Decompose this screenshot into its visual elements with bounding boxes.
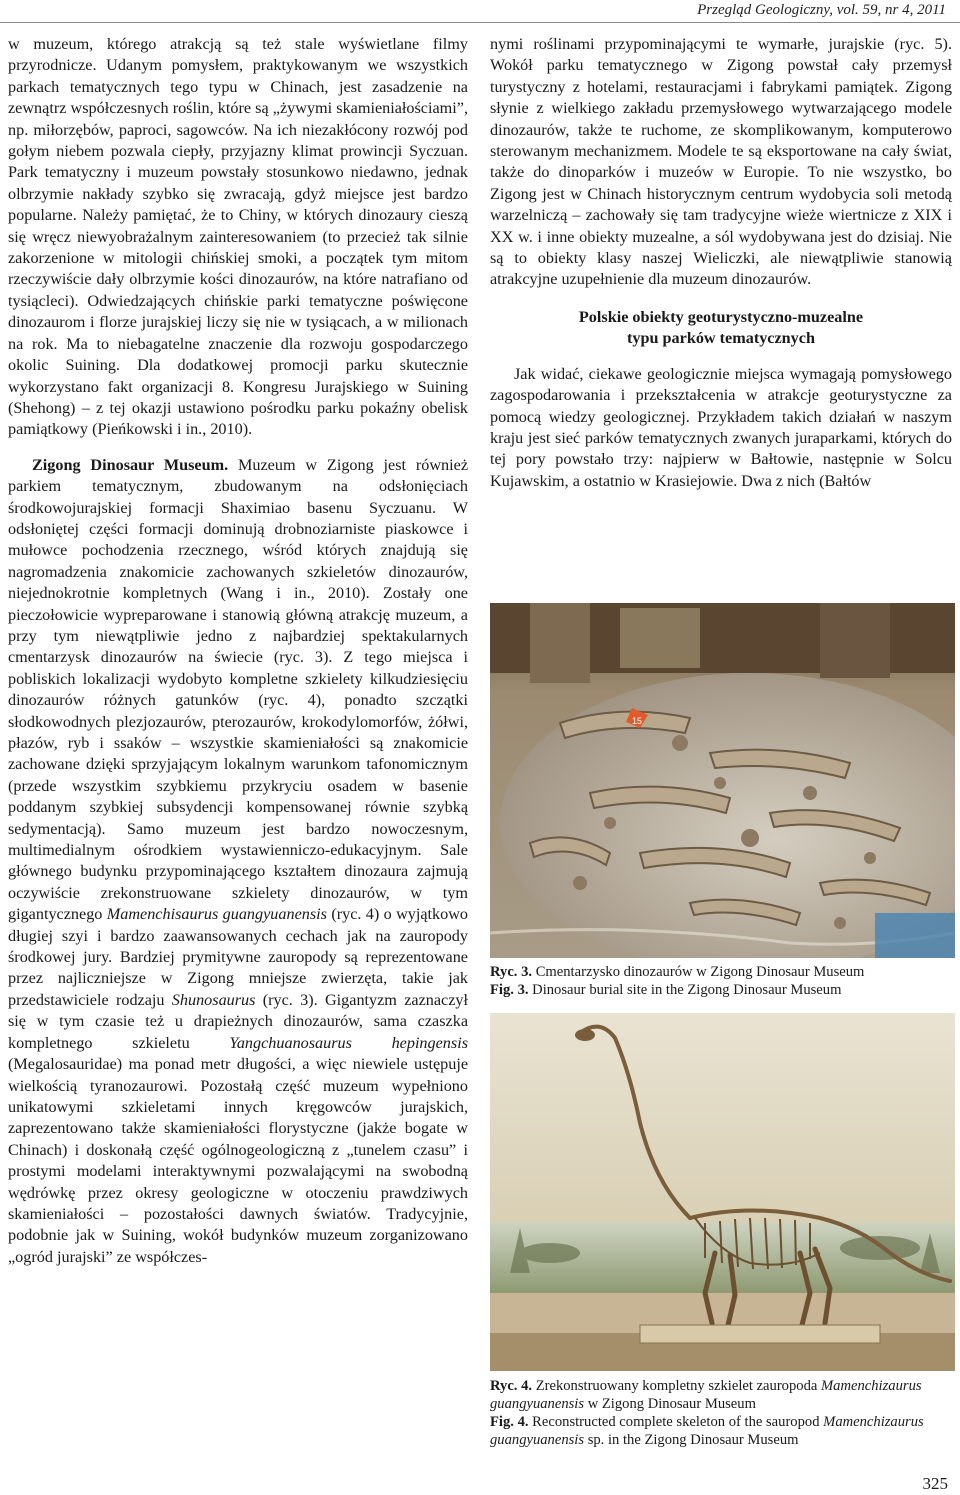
caption-polish: Ryc. 3. Cmentarzysko dinozaurów w Zigong Dinosaur Museum <box>490 964 865 980</box>
burial-site-image <box>490 603 955 958</box>
genus-name: Shunosaurus <box>171 990 256 1009</box>
page-number: 325 <box>922 1474 948 1493</box>
site-marker-number: 15 <box>631 716 643 726</box>
caption-english: Fig. 4. Reconstructed complete skeleton of the sauropod Mamenchizaurus guangyuanensis sp. in the Zigong Dinosaur Museum <box>490 1414 924 1448</box>
running-header <box>0 0 960 23</box>
figure-3-caption <box>490 963 952 999</box>
section-heading: Polskie obiekty geoturystyczno-muzealne typu parków tematycznych <box>578 307 864 348</box>
caption-polish: Ryc. 4. Zrekonstruowany kompletny szkielet zauropoda Mamenchizaurus guangyuanensis w Zigong Dinosaur Museum <box>490 1378 922 1412</box>
figure-4-caption <box>490 1377 952 1449</box>
left-column <box>8 34 468 1268</box>
paragraph-zigong: Zigong Dinosaur Museum. Muzeum w Zigong jest również parkiem tematycznym, zbudowanym na odsłonięciach środkowojurajskiej formacji Shaximiao basenu Syczuanu. W odsłoniętej części formacji dominują drobnoziarniste piaskowce i mułowce pochodzenia rzecznego, wśród których znajdują się nagromadzenia znakomicie zachowanych szkieletów dinozaurów, niejednokrotnie kompletnych (Wang i in., 2010). Zostały one pieczołowicie wypreparowane i stanowią główną atrakcję muzeum, a przy tym niewątpliwie jedno z najbardziej spektakularnych cmentarzysk dinozaurów na świecie (ryc. 3). Z tego miejsca i pobliskich lokalizacji wydobyto kompletne szkielety kilkudziesięciu dinozaurów różnych gatunków (ryc. 4), ponadto szczątki słodkowodnych plezjozaurów, pterozaurów, krokodylomorfów, żółwi, płazów, ryb i ssaków – wszystkie skamieniałości są znakomicie zachowane dzięki sprzyjającym lokalnym warunkom tafonomicznym (przede wszystkim szybkiemu przykryciu osadem w basenie poddanym szybkiej subsydencji kompensowanej równie szybką sedymentacją). Samo muzeum jest bardzo nowoczesnym, multimedialnym ośrodkiem wystawienniczo-edukacyjnym. Sale głównego budynku przypominającego kształtem dinozaura zajmują oczywiście zrekonstruowane szkielety dinozaurów, w tym gigantycznego Mamenchisaurus guangyuanensis (ryc. 4) o wyjątkowo długiej szyi i bardzo zaawansowanych cechach jak na zauropody środkowej jury. Bardziej prymitywne zauropody są reprezentowane przez najliczniejsze w Zigong mniejsze zwierzęta, takie jak przedstawiciele rodzaju Shunosaurus (ryc. 3). Gigantyzm zaznaczył się w tym czasie też u drapieżnych dinozaurów, sama czaszka kompletnego szkieletu Yangchuanosaurus hepingensis (Megalosauridae) ma ponad metr długości, a więc niewiele ustępuje wielkością tyranozaurowi. Pozostałą część muzeum wypełniono unikatowymi szkieletami innych kręgowców jurajskich, zaprezentowano także skamieniałości florystyczne (jakże bogate w Chinach) i doskonałą część ogólnogeologiczną z „tunelem czasu” i prostymi modelami interaktywnymi pozwalającymi na swobodną wędrówkę przez okresy geologiczne w otoczeniu prawdziwych skamieniałości – pozostałości dawnych światów. Tradycyjnie, podobnie jak w Suining, wokół budynków muzeum zorganizowano „ogród jurajski” ze współczes- <box>8 455 469 1266</box>
species-name: Mamenchisaurus guangyuanensis <box>106 905 327 924</box>
journal-title: Przegląd Geologiczny, vol. 59, nr 4, 2011 <box>697 2 946 18</box>
sauropod-skeleton-image <box>490 1013 955 1371</box>
figure-4-photo <box>490 1013 955 1371</box>
paragraph-continuation: w muzeum, którego atrakcją są też stale wyświetlane filmy przyrodnicze. Udanym pomysłem, praktykowanym we wszystkich parkach tematycznych tego typu w Chinach, jest zasadzenie na zewnątrz współczesnych roślin, które są „żywymi skamieniałościami”, np. miłorzębów, paproci, sagowców. Na ich niezakłócony rozwój pod gołym niebem pozwala ciepły, przyjazny klimat prowincji Syczuan. Park tematyczny i muzeum powstały stosunkowo niedawno, jednak olbrzymie nakłady szybko się zwracają, gdyż miejsce jest bardzo popularne. Należy pamiętać, że to Chiny, w których dinozaury cieszą się wręcz niewyobrażalnym zainteresowaniem (to przecież tak silnie zakorzenione w mitologii chińskiej smoki, a początek tym mitom rzeczywiście dały olbrzymie kości dinozaurów, na które natrafiano od tysiącleci). Odwiedzających chińskie parki tematyczne poświęcone dinozaurom i florze jurajskiej liczy się nie w tysiącach, a w milionach na rok. Ma to niebagatelne znaczenie dla rozwoju gospodarczego okolic Suining. Dla dodatkowej promocji parku skutecznie wykorzystano fakt organizacji 8. Kongresu Jurajskiego w Suining (Shehong) – z tej okazji ustawiono pośrodku parku pokaźny obelisk pamiątkowy (Pieńkowski i in., 2010). <box>8 35 468 439</box>
paragraph-continuation: nymi roślinami przypominającymi te wymarłe, jurajskie (ryc. 5). Wokół parku tematycznego w Zigong powstał cały przemysł turystyczny z hotelami, restauracjami i fabrykami pamiątek. Zigong słynie z wielkiego zakładu przemysłowego wytwarzającego modele dinozaurów, także te ruchome, ze skomplikowanym, komputerowo sterowanym mechanizmem. Modele te są eksportowane na cały świat, także do dinoparków i muzeów w Europie. To nie wszystko, bo Zigong jest w Chinach historycznym centrum wydobycia soli metodą warzelniczą – zachowały się tam tradycyjne wieże wiertnicze z XIX i XX w. i inne obiekty muzealne, a sól wydobywana jest do dzisiaj. Nie są to obiekty klasy naszej Wieliczki, ale niewątpliwie stanowią atrakcyjne uzupełnienie dla muzeum dinozaurów. <box>490 35 952 289</box>
species-name: Yangchuanosaurus hepingensis <box>229 1033 468 1052</box>
paragraph-intro: Jak widać, ciekawe geologicznie miejsca wymagają pomysłowego zagospodarowania i przekształcenia w atrakcje geoturystyczne za pomocą wiedzy geologicznej. Przykładem takich działań w naszym kraju jest sieć parków tematycznych zwanych juraparkami, których do tej pory powstało trzy: najpierw w Bałtowie, następnie w Solcu Kujawskim, a ostatnio w Krasiejowie. Dwa z nich (Bałtów <box>490 364 952 490</box>
figure-3-photo <box>490 603 955 958</box>
run-in-heading: Zigong Dinosaur Museum. <box>32 455 229 474</box>
caption-english: Fig. 3. Dinosaur burial site in the Zigong Dinosaur Museum <box>490 982 842 998</box>
right-column <box>490 34 952 492</box>
